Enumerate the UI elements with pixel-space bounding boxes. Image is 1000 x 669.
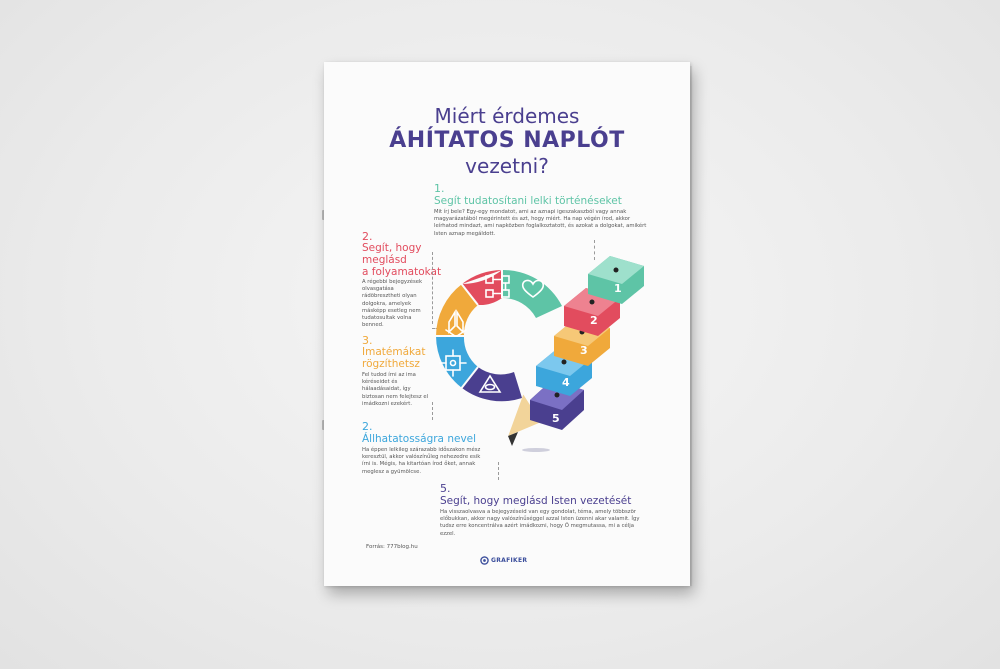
item-4-heading: Állhatatosságra nevel — [362, 433, 477, 445]
title-line-2: ÁHÍTATOS NAPLÓT — [389, 128, 625, 153]
item-5-heading: Segít, hogy meglásd Isten vezetését — [440, 495, 632, 507]
ring-pencil-diagram — [424, 240, 674, 480]
item-2-heading-1: Segít, hogy — [362, 242, 422, 254]
item-1-heading: Segít tudatosítani lelki történéseket — [434, 195, 622, 207]
source-text: Forrás: 777blog.hu — [366, 544, 418, 550]
item-2-heading-2: meglásd — [362, 254, 407, 266]
title-line-1: Miért érdemes — [434, 104, 580, 128]
logo — [480, 556, 527, 565]
pencil-label-1: 1 — [614, 282, 622, 295]
item-2-heading-3: a folyamatokat — [362, 266, 442, 278]
logo-text: GRAFIKER — [491, 557, 528, 564]
logo-icon — [480, 556, 489, 565]
item-3-heading-2: rögzíthetsz — [362, 358, 420, 370]
item-4-number: 2. — [362, 420, 373, 433]
item-5-number: 5. — [440, 482, 451, 495]
pencil-label-5: 5 — [552, 412, 560, 425]
item-5-body: Ha visszaolvasva a bejegyzéseid van egy gondolat, téma, amely többször előbukkan, akkor nagy valószínűséggel azzal Isten üzenni akar valamit. Így tudsz erre koncentrálva azért imádkozni, hogy Ő megmutassa, mi a célja ezzel. — [440, 509, 640, 537]
brochure-page — [324, 62, 690, 586]
item-2-body: A régebbi bejegyzések olvasgatása rádöbresztheti olyan dolgokra, amelyek másképp esetleg nem tudatosultak volna benned. — [362, 279, 423, 329]
pencil-label-2: 2 — [590, 314, 598, 327]
item-1-body: Mit írj bele? Egy-egy mondatot, ami az aznapi igeszakaszból vagy annak magyarázatából megérintett és azt, hogy miért. Ha nap végén írod, akkor leírhatod mindazt, ami napközben foglalkoztatott, és azokat a dolgokat, amikért Isten aznap megáldott. — [434, 209, 647, 237]
pencil-label-4: 4 — [562, 376, 570, 389]
pencil-label-3: 3 — [580, 344, 588, 357]
item-1-number: 1. — [434, 182, 445, 195]
ring-segment-1 — [502, 270, 562, 318]
item-4-body: Ha éppen lelkileg szárazabb időszakon mész keresztül, akkor valószínűleg nehezedre esik írni is. Mégis, ha kitartóan írod őket, annak meglesz a gyümölcse. — [362, 447, 481, 475]
title-line-3: vezetni? — [465, 154, 549, 178]
item-3-body: Fel tudod írni az ima kéréseidet és hálaadásaidat, így biztosan nem felejtesz el imádkozni ezekért. — [362, 372, 429, 407]
item-3-number: 3. — [362, 334, 373, 347]
item-3-heading-1: Imatémákat — [362, 346, 426, 358]
item-2-number: 2. — [362, 230, 373, 243]
